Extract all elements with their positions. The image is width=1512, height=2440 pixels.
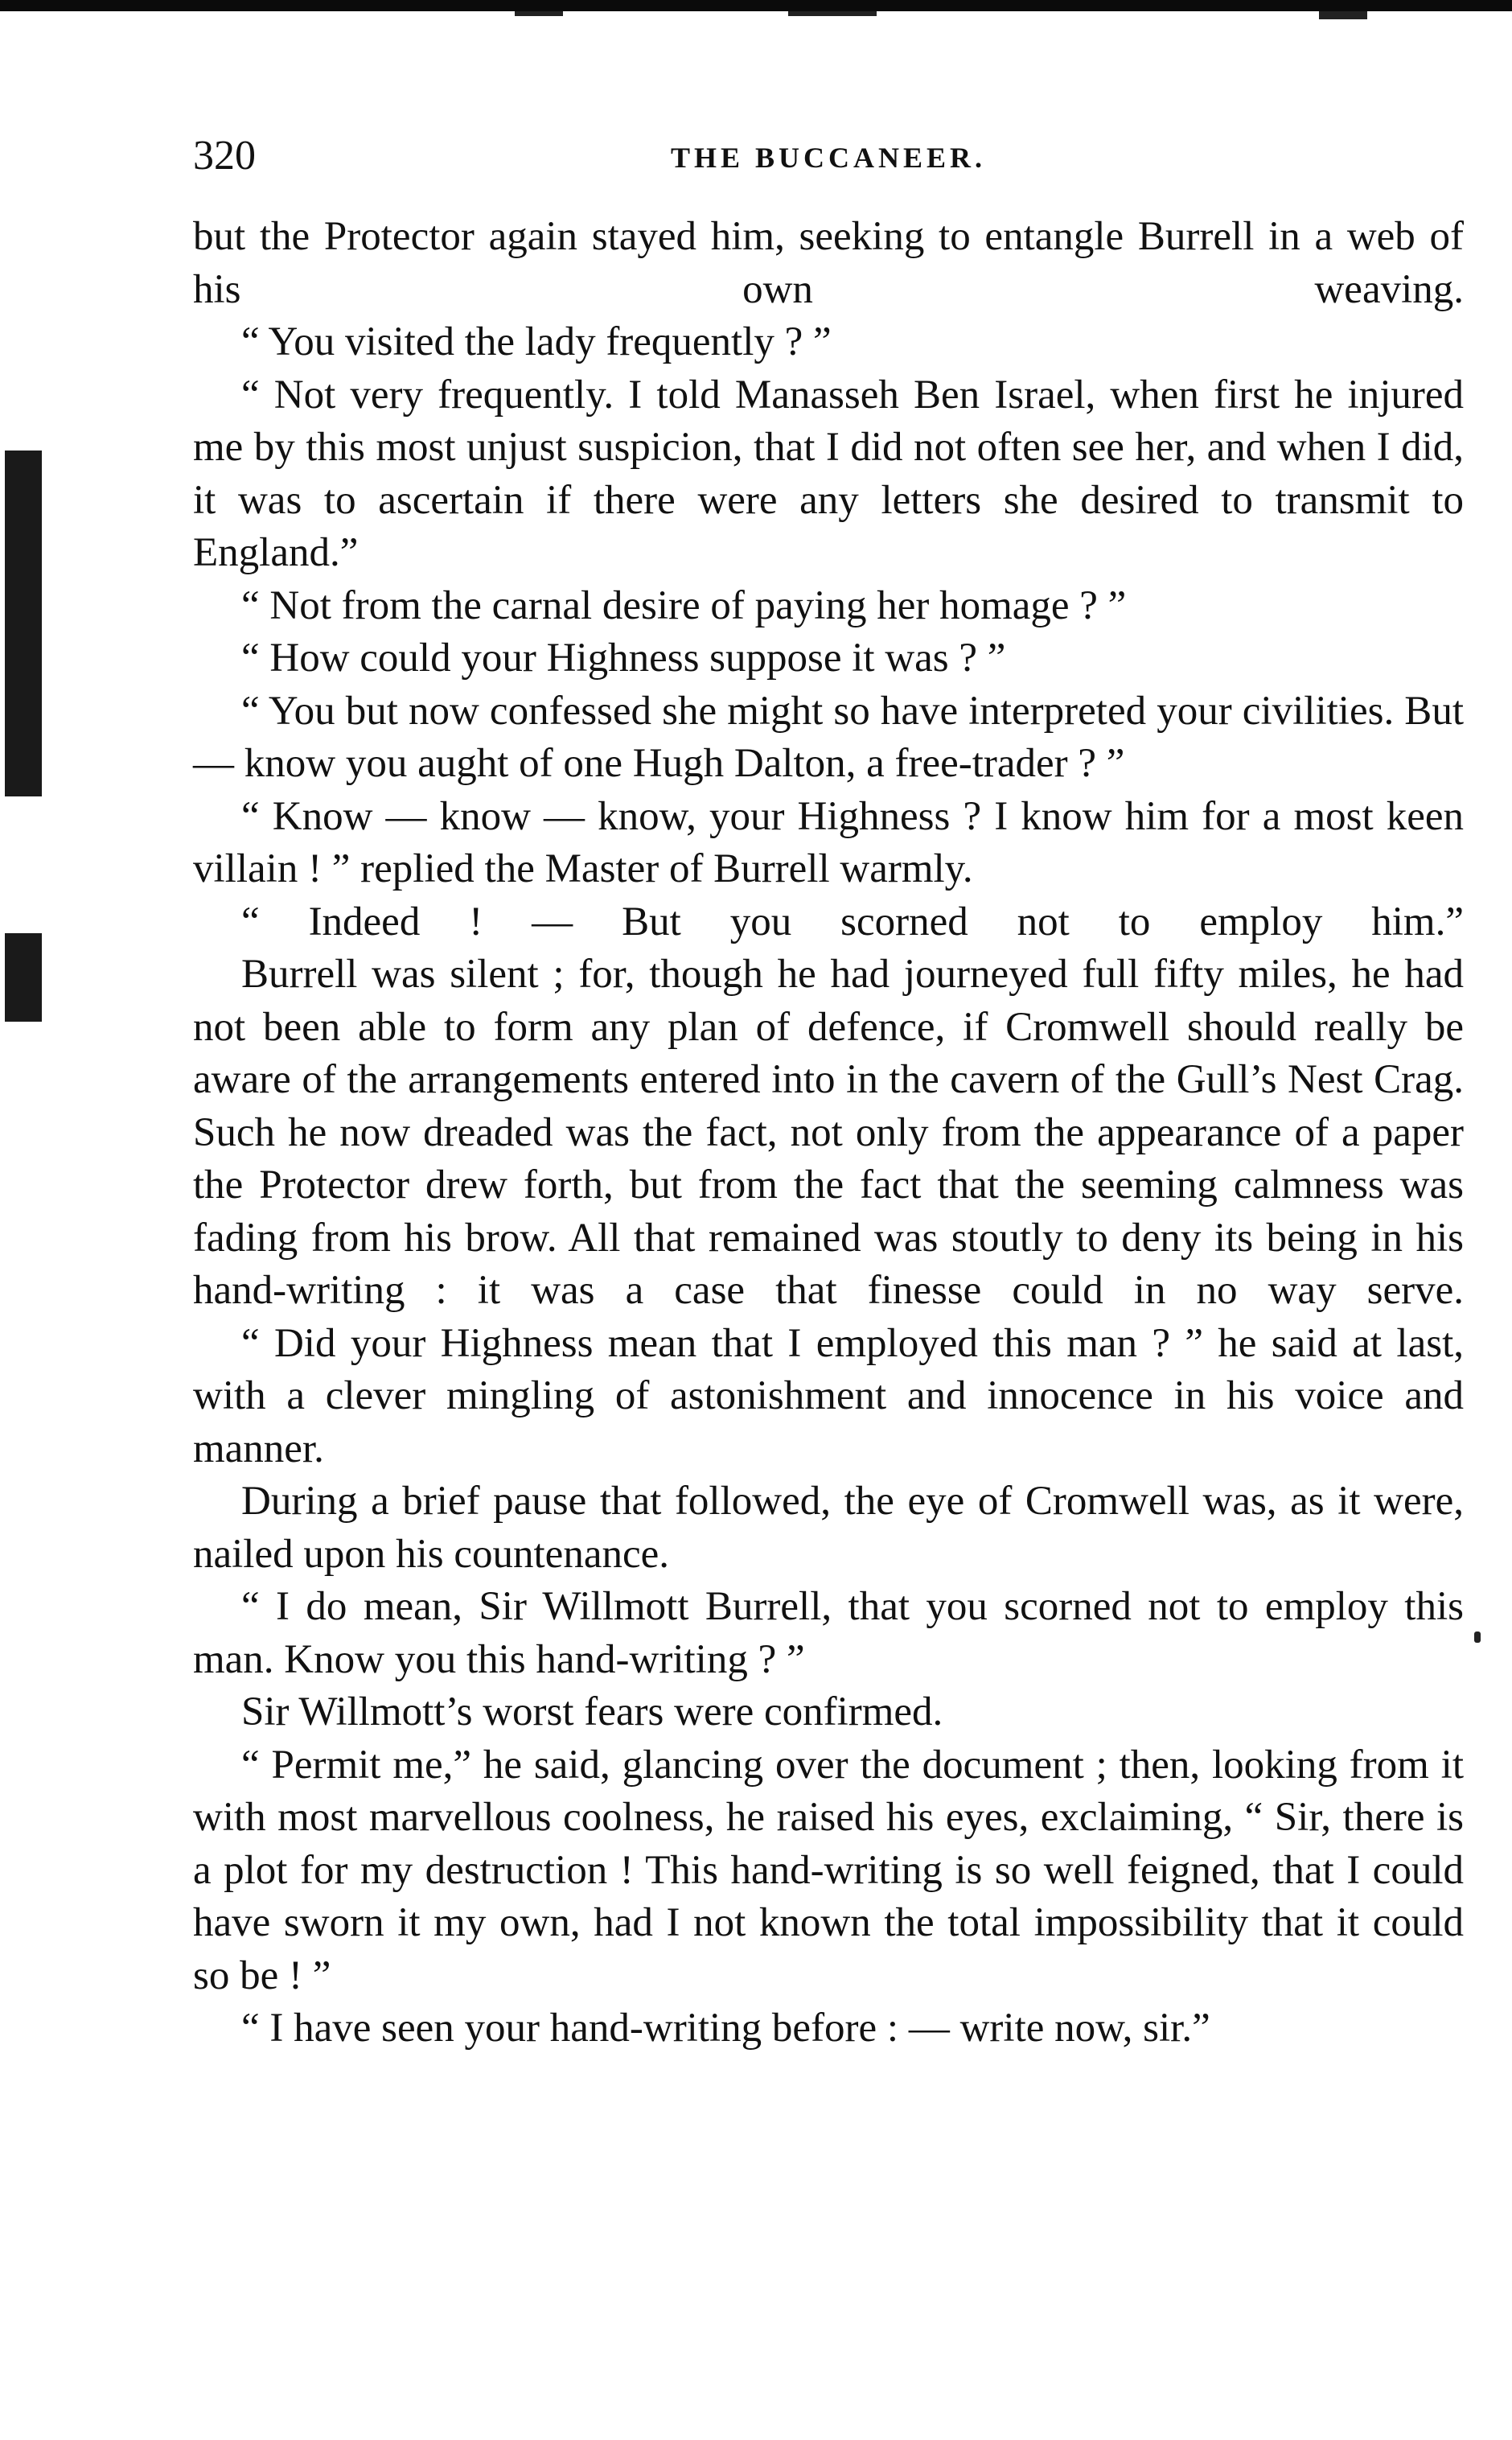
border-smudge xyxy=(1319,11,1367,19)
scan-edge-bar xyxy=(5,451,42,796)
paragraph: “ Not from the carnal desire of paying her homage ? ” xyxy=(241,582,1127,628)
paragraph: “ Not very frequently. I told Manasseh Ben Israel, when first he injured me by this most unjust suspicion, that I did not often see her, and when I did, it was to ascertain if there were any letters she desired to transmit to England.” xyxy=(193,372,1464,575)
scan-edge-bar xyxy=(5,933,42,1022)
border-smudge xyxy=(788,11,877,16)
page-number: 320 xyxy=(193,133,256,179)
paragraph: “ Permit me,” he said, glancing over the document ; then, looking from it with most marvellous coolness, he raised his eyes, exclaiming, “ Sir, there is a plot for my destruction ! This hand-writing is so well feigned, that I could have sworn it my own, had I not known the total impossibility that it could so be ! ” xyxy=(193,1742,1464,1998)
paragraph: “ How could your Highness suppose it was ? ” xyxy=(241,636,1006,681)
stray-ink-mark xyxy=(1474,1631,1481,1643)
body-text xyxy=(193,211,1464,2055)
paragraph: Burrell was silent ; for, though he had journeyed full fifty miles, he had not been able to form any plan of defence, if Cromwell should really be aware of the arrangements entered into in the cavern of the Gull’s Nest Crag. Such he now dreaded was the fact, not only from the appearance of a paper the Protector drew forth, but from the fact that the seeming calmness was fading from his brow. All that remained was stoutly to deny its being in his hand-writing : it was a case that finesse could in no way serve. xyxy=(193,952,1464,1313)
border-smudge xyxy=(515,11,563,16)
page-header xyxy=(193,130,1464,182)
scan-edge-marks xyxy=(0,434,48,813)
paragraph: “ You but now confessed she might so have interpreted your civilities. But — know you aught of one Hugh Dalton, a free-trader ? ” xyxy=(193,688,1464,786)
page-top-border xyxy=(0,0,1512,11)
paragraph: During a brief pause that followed, the eye of Cromwell was, as it were, nailed upon his countenance. xyxy=(193,1479,1464,1577)
running-head: THE BUCCANEER. xyxy=(670,142,987,174)
paragraph: “ Know — know — know, your Highness ? I know him for a most keen villain ! ” replied the Master of Burrell warmly. xyxy=(193,793,1464,891)
paragraph: “ You visited the lady frequently ? ” xyxy=(241,319,832,364)
paragraph: Sir Willmott’s worst fears were confirmed. xyxy=(241,1689,943,1734)
paragraph: “ Indeed ! — But you scorned not to employ him.” xyxy=(241,899,1464,944)
scan-edge-marks xyxy=(0,917,48,1038)
paragraph: but the Protector again stayed him, seeking to entangle Burrell in a web of his own weaving. xyxy=(193,214,1464,312)
paragraph: “ Did your Highness mean that I employed this man ? ” he said at last, with a clever mingling of astonishment and innocence in his voice and manner. xyxy=(193,1320,1464,1471)
paragraph: “ I have seen your hand-writing before : — write now, sir.” xyxy=(241,2006,1210,2051)
paragraph: “ I do mean, Sir Willmott Burrell, that you scorned not to employ this man. Know you this hand-writing ? ” xyxy=(193,1584,1464,1682)
